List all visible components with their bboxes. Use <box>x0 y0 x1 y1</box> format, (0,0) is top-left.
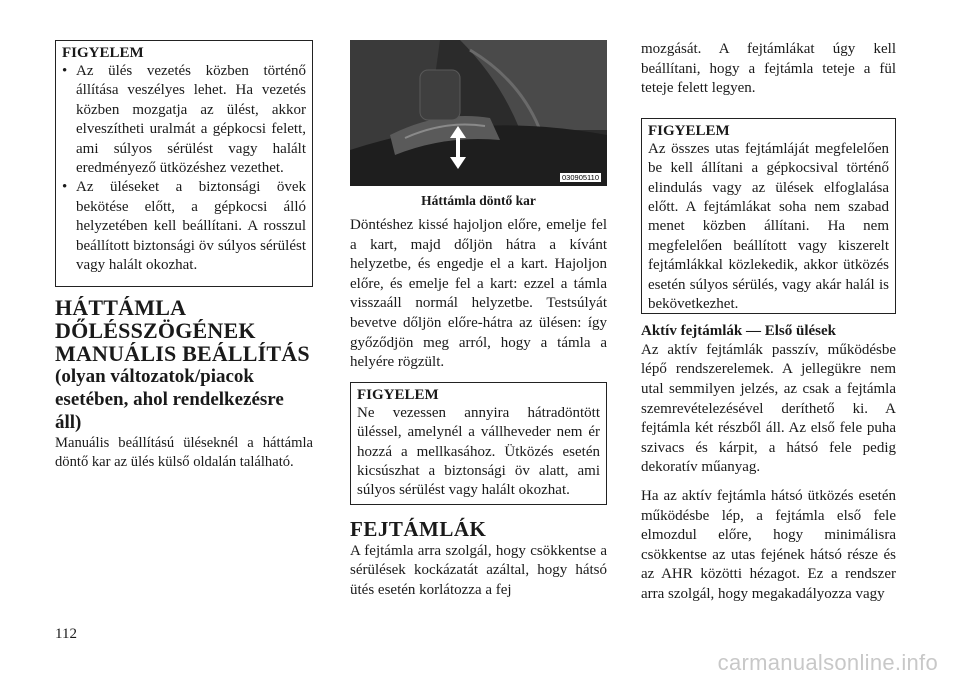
warning-bullet-list <box>62 62 306 275</box>
middle-column <box>350 40 607 601</box>
warning-bullet: • Az ülés vezetés közben történő állítása veszélyes lehet. Ha vezetés közben mozgatja az ülést, akkor elveszítheti uralmát a gépkocsi felett, ami súlyos sérülést vagy halált eredményező ütközéshez vezethet. <box>62 62 306 178</box>
warning-box-recline <box>350 382 607 505</box>
warning-title: FIGYELEM <box>357 386 439 403</box>
subheading-line: áll) <box>55 412 82 433</box>
section-subheading <box>55 365 313 434</box>
figure-caption: Háttámla döntő kar <box>421 193 536 208</box>
warning-text: Az összes utas fejtámláját megfelelően be kell állítani a gépkocsival történő elindulás vagy az ülések elfoglalása előtt. A fejtámlákat soha nem szabad menet közben állítani. Ha nem megfelelően beállított vagy kiszerelt fejtámlákkal közlekedik, akkor ütközés esetén súlyos sérülés, vagy akár halál is bekövetkezhet. <box>648 140 889 313</box>
section-heading <box>55 296 313 365</box>
heading-line: DŐLÉSSZÖGÉNEK <box>55 318 256 343</box>
right-column <box>641 40 896 605</box>
warning-title: FIGYELEM <box>648 122 730 139</box>
warning-text: Ne vezessen annyira hátradöntött üléssel, amelynél a vállheveder nem ér hozzá a mellkasához. Ütközés esetén kicsúszhat a biztonsági öv alatt, ami súlyos sérülést vagy halált okozhat. <box>357 404 600 499</box>
subheading-line: esetében, ahol rendelkezésre <box>55 389 284 410</box>
warning-box-headrest <box>641 118 896 314</box>
warning-title: FIGYELEM <box>62 45 144 61</box>
heading-line: MANUÁLIS BEÁLLÍTÁS <box>55 341 310 366</box>
active-headrest-para-1: Az aktív fejtámlák passzív, működésbe lépő rendszerelemek. A jellegükre nem utal semmilyen jelzés, az csak a fejtámla szemrevételezésével deríthető ki. A fejtámla két részből áll. Az első fele puha szivacs és kárpit, a hátsó fele pedig dekoratív műanyag. <box>641 341 896 476</box>
recliner-location-text: Manuális beállítású üléseknél a háttámla döntő kar az ülés külső oldalán található. <box>55 435 313 470</box>
left-column <box>55 40 313 472</box>
recline-instructions: Döntéshez kissé hajoljon előre, emelje fel a kart, majd dőljön hátra a kívánt helyzetbe, és engedje el a kart. Hajoljon előre, és emelje fel a kart: ezzel a támla visszaáll normál helyzetbe. Testsúlyát bevetve dőljön előre-hátra az ülésen: így győződjön meg arról, hogy a támla a helyére rögzült. <box>350 217 607 371</box>
heading-line: HÁTTÁMLA <box>55 295 187 320</box>
seat-illustration <box>350 40 607 186</box>
page-number: 112 <box>55 626 77 642</box>
warning-box-seat-adjust <box>55 40 313 287</box>
active-headrest-subheading: Aktív fejtámlák — Első ülések <box>641 322 836 339</box>
warning-bullet: • Az üléseket a biztonsági övek bekötése előtt, a gépkocsi álló helyzetében kell beállítani. A rosszul beállított biztonsági öv súlyos sérülést vagy halált okozhat. <box>62 178 306 275</box>
figure-code: 030905110 <box>562 173 599 182</box>
subheading-line: (olyan változatok/piacok <box>55 366 254 387</box>
headrest-continuation: mozgását. A fejtámlákat úgy kell beállítani, hogy a fejtámla teteje a fül teteje felett legyen. <box>641 41 896 97</box>
section-heading-headrests: FEJTÁMLÁK <box>350 516 487 541</box>
site-watermark: carmanualsonline.info <box>717 650 938 675</box>
active-headrest-para-2: Ha az aktív fejtámla hátsó ütközés esetén működésbe lép, a fejtámla első fele elmozdul előre, hogy minimálisra csökkentse az utas fejének hátsó része és az AHR közötti hézagot. Ez a rendszer arra szolgál, hogy megakadályozza vagy <box>641 487 896 602</box>
recliner-lever-photo <box>350 40 607 186</box>
headrest-intro: A fejtámla arra szolgál, hogy csökkentse a sérülések kockázatát azáltal, hogy hátsó ütés esetén korlátozza a fej <box>350 542 607 598</box>
